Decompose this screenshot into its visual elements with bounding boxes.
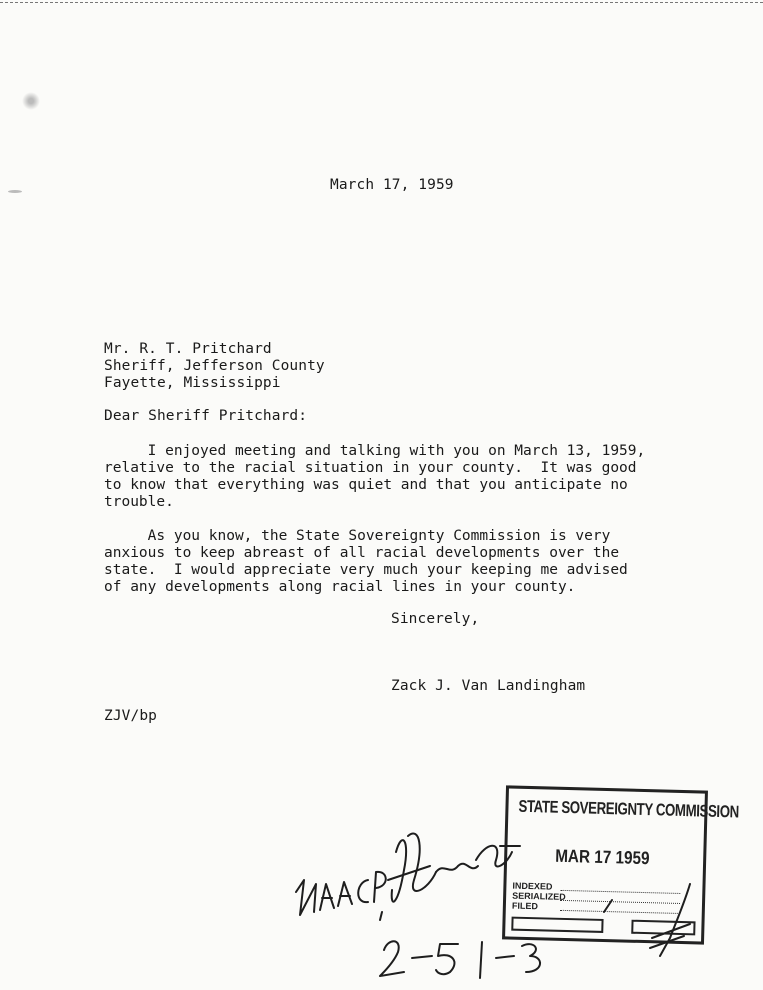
paragraph-line: I enjoyed meeting and talking with you on March 13, 1959, bbox=[104, 443, 646, 459]
stamp-row-indexed: INDEXED bbox=[512, 880, 553, 892]
paragraph-line: state. I would appreciate very much your keeping me advised bbox=[104, 562, 628, 578]
recipient-line: Fayette, Mississippi bbox=[104, 375, 281, 391]
paragraph-line: relative to the racial situation in your county. It was good bbox=[104, 460, 637, 476]
typist-initials: ZJV/bp bbox=[104, 708, 157, 724]
paragraph-line: trouble. bbox=[104, 494, 174, 510]
signature-name: Zack J. Van Landingham bbox=[391, 678, 586, 694]
closing: Sincerely, bbox=[391, 611, 480, 627]
paragraph-line: As you know, the State Sovereignty Commission is very bbox=[104, 528, 611, 544]
stamp-title: STATE SOVEREIGNTY COMMISSION bbox=[518, 796, 740, 822]
recipient-line: Mr. R. T. Pritchard bbox=[104, 341, 272, 357]
recipient-line: Sheriff, Jefferson County bbox=[104, 358, 325, 374]
paragraph-line: to know that everything was quiet and that you anticipate no bbox=[104, 477, 628, 493]
letter-date: March 17, 1959 bbox=[330, 177, 454, 193]
paragraph-line: anxious to keep abreast of all racial developments over the bbox=[104, 545, 620, 561]
paragraph-line: of any developments along racial lines in your county. bbox=[104, 579, 576, 595]
stamp-row-serialized: SERIALIZED bbox=[512, 890, 566, 902]
salutation: Dear Sheriff Pritchard: bbox=[104, 408, 308, 424]
stamp-date: MAR 17 1959 bbox=[554, 845, 650, 869]
stamp-row-filed: FILED bbox=[511, 900, 539, 912]
